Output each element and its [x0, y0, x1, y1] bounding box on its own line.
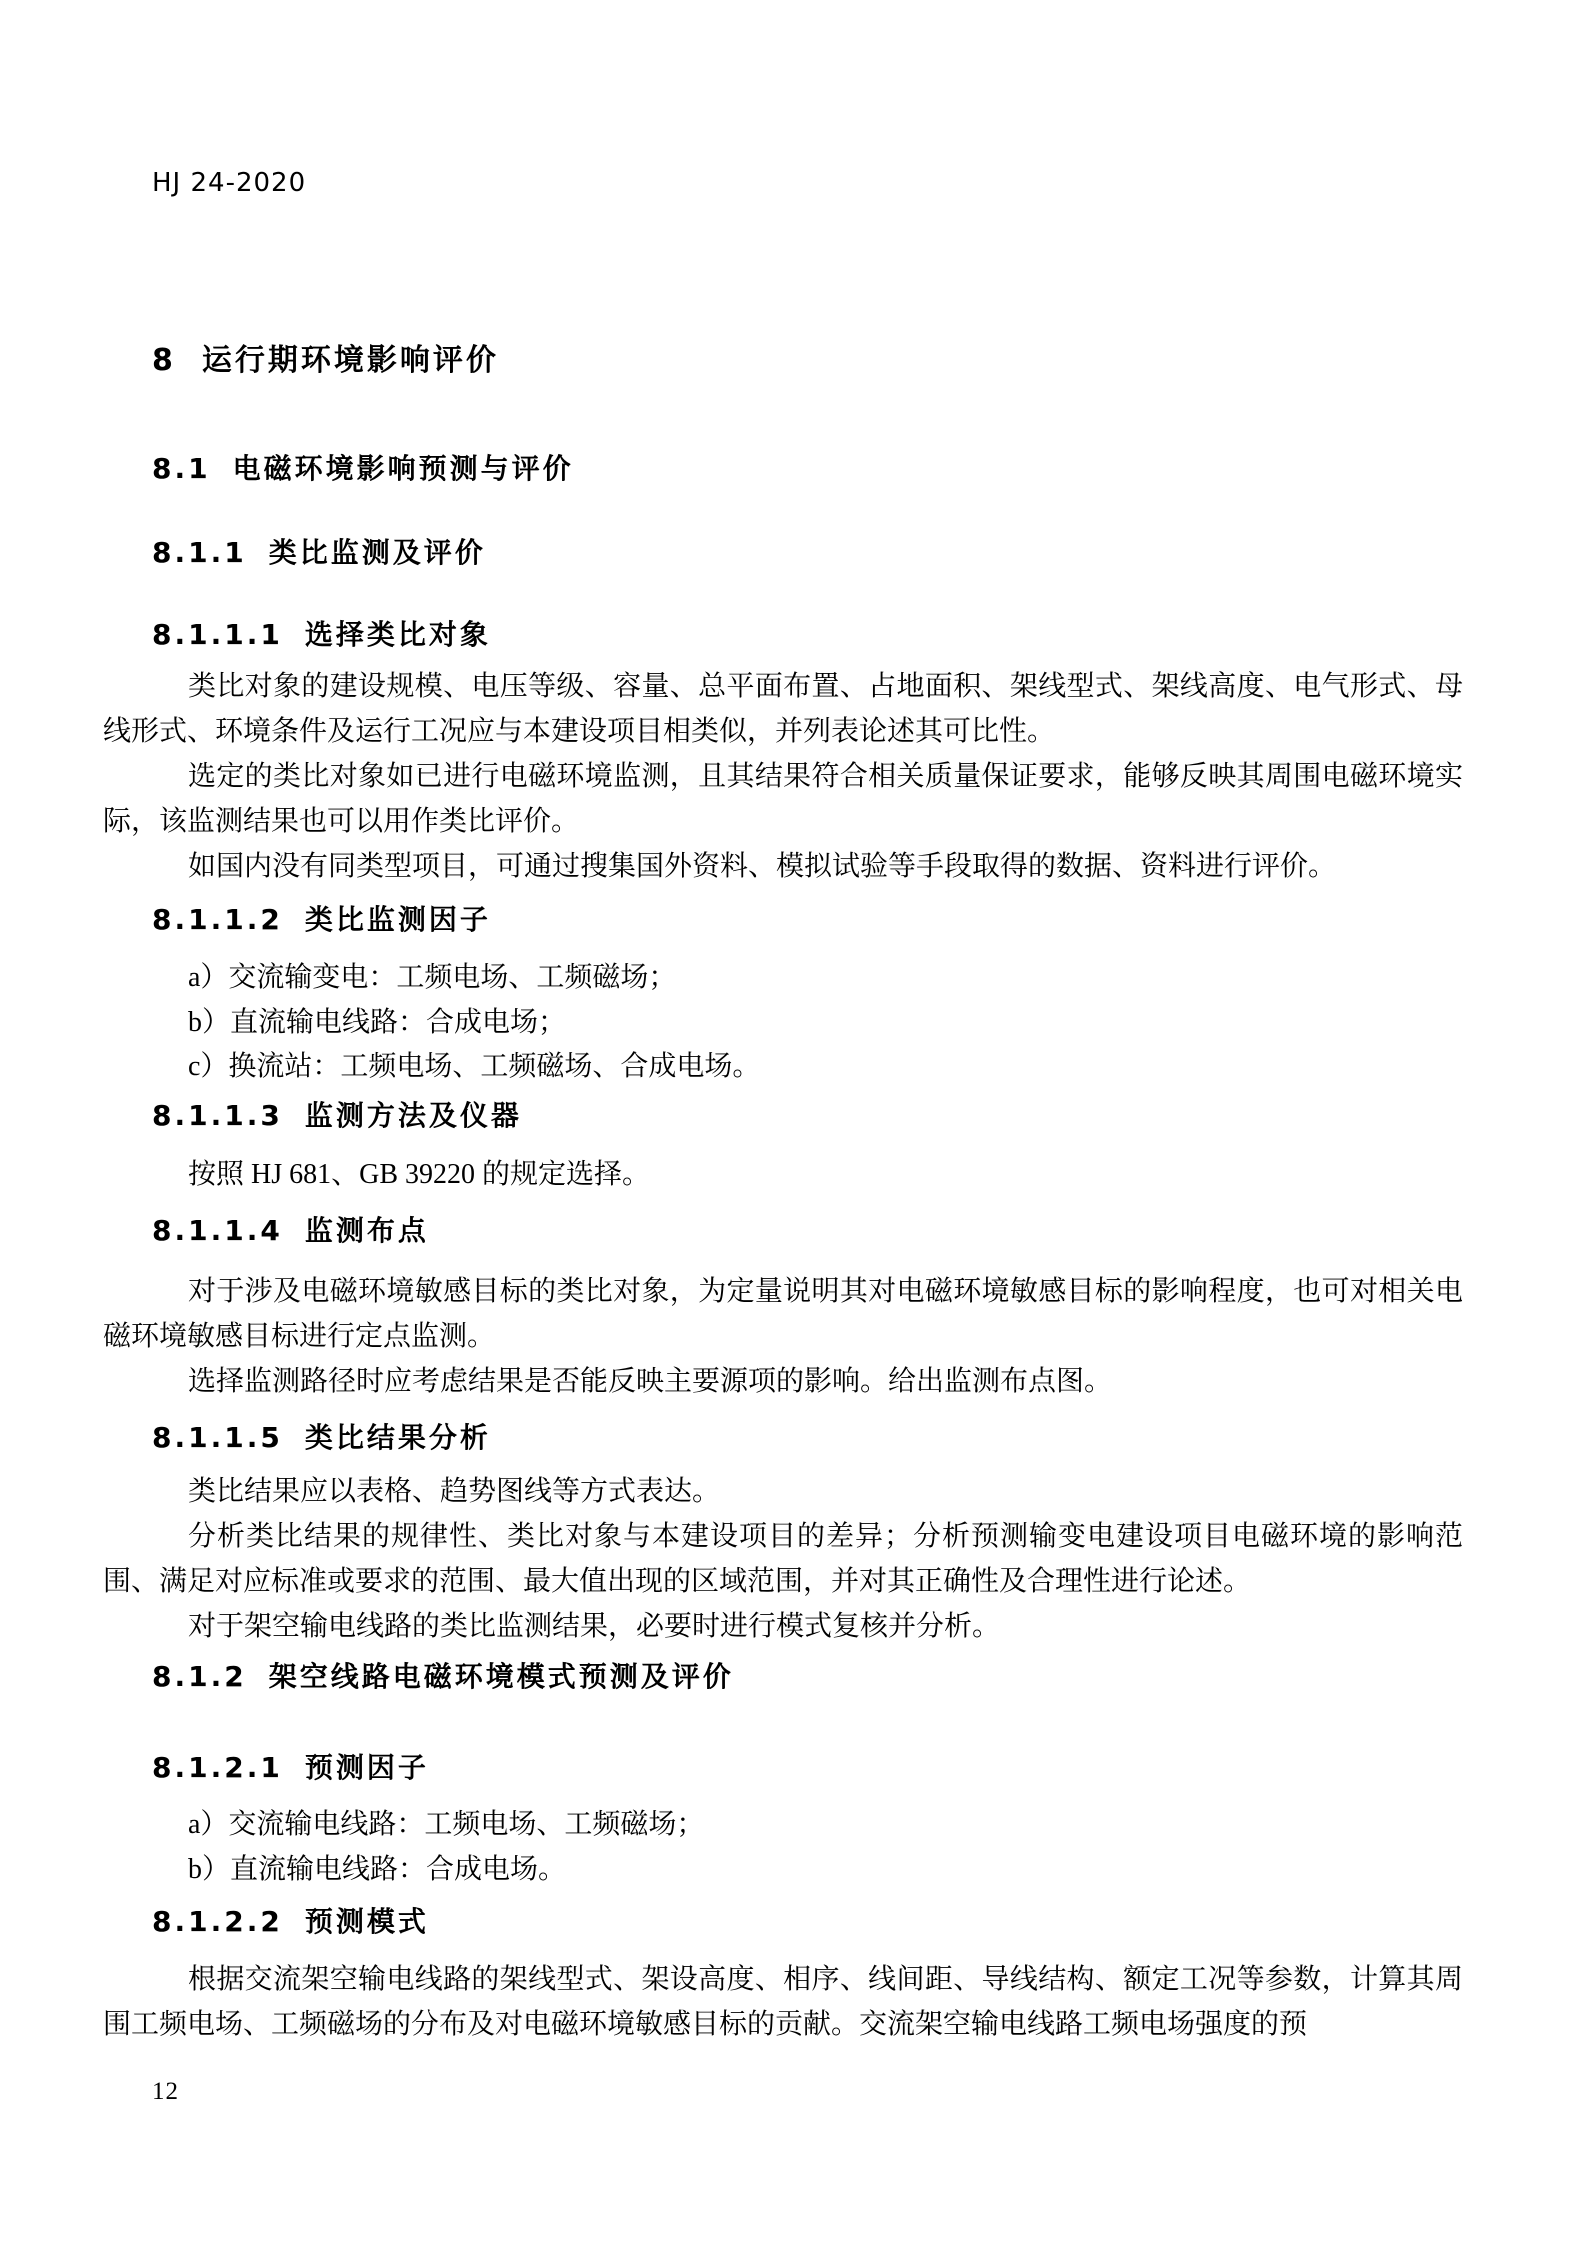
section-title: 监测布点 [304, 1214, 429, 1247]
section-title: 架空线路电磁环境模式预测及评价 [268, 1660, 734, 1693]
paragraph-monitor-path: 选择监测路径时应考虑结果是否能反映主要源项的影响。给出监测布点图。 [188, 1366, 1113, 1397]
section-number: 8.1.1.5 [152, 1421, 283, 1454]
list-item-predict-b: b）直流输电线路：合成电场。 [188, 1854, 567, 1885]
section-heading-8 [152, 344, 499, 378]
section-number: 8.1.2.2 [152, 1905, 283, 1938]
section-title: 监测方法及仪器 [304, 1099, 522, 1132]
list-item-monitor-a: a）交流输变电：工频电场、工频磁场； [188, 962, 677, 993]
section-title: 电磁环境影响预测与评价 [232, 452, 574, 485]
section-heading-8-1-1-3 [152, 1100, 522, 1132]
section-title: 选择类比对象 [304, 618, 491, 651]
paragraph-result-analysis: 分析类比结果的规律性、类比对象与本建设项目的差异；分析预测输变电建设项目电磁环境的影响范围、满足对应标准或要求的范围、最大值出现的区域范围，并对其正确性及合理性进行论述。 [103, 1521, 1463, 1597]
section-number: 8.1.1.1 [152, 618, 283, 651]
paragraph-comparison-object: 类比对象的建设规模、电压等级、容量、总平面布置、占地面积、架线型式、架线高度、电气形式、母线形式、环境条件及运行工况应与本建设项目相类似，并列表论述其可比性。 [103, 671, 1463, 747]
section-heading-8-1-2-2 [152, 1906, 429, 1938]
section-heading-8-1-1-5 [152, 1422, 491, 1454]
section-number: 8.1.2.1 [152, 1751, 283, 1784]
paragraph-selected-object: 选定的类比对象如已进行电磁环境监测，且其结果符合相关质量保证要求，能够反映其周围电磁环境实际，该监测结果也可以用作类比评价。 [103, 761, 1463, 837]
paragraph-overhead-review: 对于架空输电线路的类比监测结果，必要时进行模式复核并分析。 [188, 1611, 1001, 1642]
paragraph-prediction-mode: 根据交流架空输电线路的架线型式、架设高度、相序、线间距、导线结构、额定工况等参数，计算其周围工频电场、工频磁场的分布及对电磁环境敏感目标的贡献。交流架空输电线路工频电场强度的预 [103, 1964, 1463, 2040]
list-item-monitor-c: c）换流站：工频电场、工频磁场、合成电场。 [188, 1051, 761, 1082]
paragraph-foreign-data: 如国内没有同类型项目，可通过搜集国外资料、模拟试验等手段取得的数据、资料进行评价。 [188, 851, 1337, 882]
section-heading-8-1-1-2 [152, 904, 491, 936]
section-title: 类比监测因子 [304, 903, 491, 936]
section-title: 预测模式 [304, 1905, 429, 1938]
standard-number-header: HJ 24-2020 [152, 168, 307, 198]
paragraph-result-expression: 类比结果应以表格、趋势图线等方式表达。 [188, 1476, 721, 1507]
section-number: 8.1 [152, 452, 211, 485]
section-title: 类比监测及评价 [268, 536, 486, 569]
section-heading-8-1-1-4 [152, 1215, 429, 1247]
section-heading-8-1 [152, 453, 574, 485]
page-number: 12 [152, 2078, 179, 2105]
section-heading-8-1-1-1 [152, 619, 491, 651]
list-item-monitor-b: b）直流输电线路：合成电场； [188, 1007, 567, 1038]
section-number: 8.1.1.2 [152, 903, 283, 936]
section-number: 8.1.2 [152, 1660, 247, 1693]
paragraph-sensitive-target: 对于涉及电磁环境敏感目标的类比对象，为定量说明其对电磁环境敏感目标的影响程度，也可对相关电磁环境敏感目标进行定点监测。 [103, 1276, 1463, 1352]
section-number: 8.1.1.3 [152, 1099, 283, 1132]
section-number: 8.1.1 [152, 536, 247, 569]
section-heading-8-1-1 [152, 537, 486, 569]
section-title: 类比结果分析 [304, 1421, 491, 1454]
section-number: 8.1.1.4 [152, 1214, 283, 1247]
section-heading-8-1-2-1 [152, 1752, 429, 1784]
section-title: 运行期环境影响评价 [201, 343, 499, 378]
section-number: 8 [152, 343, 176, 378]
paragraph-method-standards: 按照 HJ 681、GB 39220 的规定选择。 [188, 1159, 651, 1190]
section-title: 预测因子 [304, 1751, 429, 1784]
list-item-predict-a: a）交流输电线路：工频电场、工频磁场； [188, 1809, 705, 1840]
section-heading-8-1-2 [152, 1661, 734, 1693]
